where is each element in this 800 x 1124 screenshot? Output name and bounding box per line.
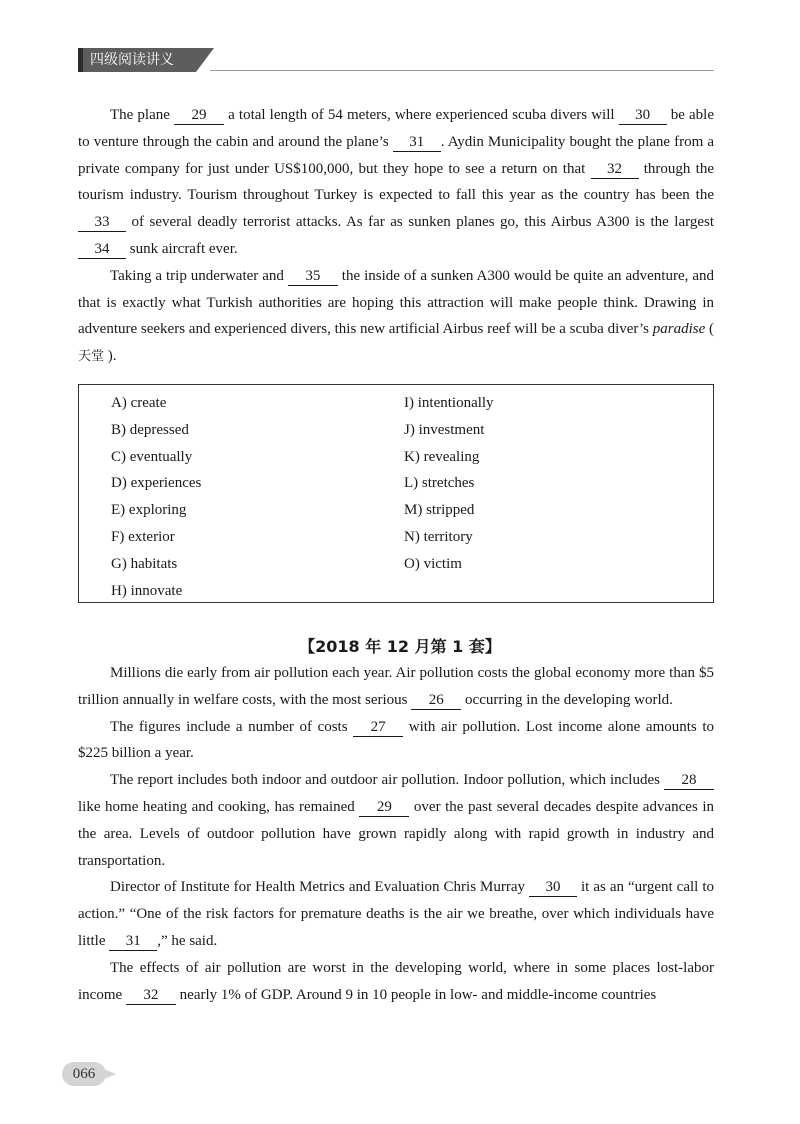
word-bank-option: O) victim <box>404 555 462 572</box>
word-bank-option: I) intentionally <box>404 395 494 411</box>
blank-30: 30 <box>619 106 667 125</box>
header-rule <box>210 70 714 71</box>
word-bank-option: M) stripped <box>404 502 475 519</box>
passage-two-paragraph-3: The report includes both indoor and outdoor air pollution. Indoor pollution, which includes 28 like home heating and cooking, has remained 29 over the past several decades despite advances in the area. Levels of outdoor pollution have grown rapidly along with rapid growth in industry and transportation. <box>78 772 714 869</box>
passage-two-paragraph-1: Millions die early from air pollution each year. Air pollution costs the global economy more than $5 trillion annually in welfare costs, with the most serious 26 occurring in the developing world. <box>78 665 714 708</box>
word-bank-option: K) revealing <box>404 448 480 465</box>
word-bank-option: E) exploring <box>111 502 187 519</box>
passage-two-paragraph-4: Director of Institute for Health Metrics and Evaluation Chris Murray 30 it as an “urgent call to action.” “One of the risk factors for premature deaths is the air we breathe, over which individuals have little 31 ,” he said. <box>78 879 714 949</box>
word-bank-option: N) territory <box>404 528 473 545</box>
word-bank-option: B) depressed <box>111 421 189 438</box>
passage-one <box>78 102 714 371</box>
word-bank-option: D) experiences <box>111 475 202 492</box>
blank-29: 29 <box>359 798 409 817</box>
word-bank-box <box>78 384 714 603</box>
blank-34: 34 <box>78 240 126 259</box>
word-bank-option: F) exterior <box>111 528 175 545</box>
section-header-tab <box>78 48 196 72</box>
page-number: 066 <box>62 1062 106 1086</box>
word-bank-option: G) habitats <box>111 555 178 572</box>
passage-one-paragraph-2: Taking a trip underwater and 35 the inside of a sunken A300 would be quite an adventure, and that is exactly what Turkish authorities are hoping this attraction will make people think. Drawing in adventure seekers and experienced divers, this new artificial Airbus reef will be a scuba diver’s paradise ( 天堂 ). <box>78 267 714 365</box>
passage-two <box>78 660 714 1008</box>
exam-set-title: 【2018 年 12 月第 1 套】 <box>299 637 501 656</box>
blank-27: 27 <box>353 718 403 737</box>
word-bank-option: J) investment <box>404 421 485 438</box>
blank-32: 32 <box>591 160 639 179</box>
blank-31: 31 <box>393 133 441 152</box>
blank-30: 30 <box>529 878 577 897</box>
passage-two-paragraph-5: The effects of air pollution are worst in the developing world, where in some places lost-labor income 32 nearly 1% of GDP. Around 9 in 10 people in low- and middle-income countries <box>78 959 714 1003</box>
blank-33: 33 <box>78 213 126 232</box>
blank-29: 29 <box>174 106 224 125</box>
passage-two-paragraph-2: The figures include a number of costs 27 with air pollution. Lost income alone amounts to $225 billion a year. <box>78 718 714 762</box>
word-bank-option: C) eventually <box>111 448 193 465</box>
word-bank-right-column <box>404 390 494 578</box>
blank-31: 31 <box>109 932 157 951</box>
blank-32: 32 <box>126 986 176 1005</box>
section-header-title: 四级阅读讲义 <box>90 52 174 68</box>
word-bank-left-column <box>111 390 201 604</box>
passage-one-paragraph-1: The plane 29 a total length of 54 meters, where experienced scuba divers will 30 be able to venture through the cabin and around the plane’s 31 . Aydin Municipality bought the plane from a private company for just under US$100,000, but they hope to see a return on that 32 through the tourism industry. Tourism throughout Turkey is expected to fall this year as the country has been the 33 of several deadly terrorist attacks. As far as sunken planes go, this Airbus A300 is the largest 34 sunk aircraft ever. <box>78 107 715 257</box>
blank-35: 35 <box>288 267 338 286</box>
blank-28: 28 <box>664 771 714 790</box>
word-bank-option: A) create <box>111 395 167 411</box>
word-bank-option: H) innovate <box>111 582 183 599</box>
word-bank-option: L) stretches <box>404 475 475 492</box>
blank-26: 26 <box>411 691 461 710</box>
